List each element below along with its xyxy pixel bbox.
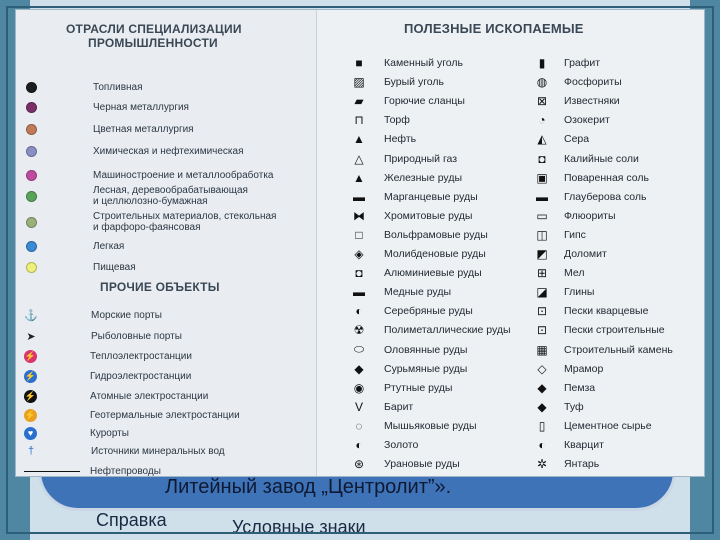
mineral-label: Молибденовые руды <box>384 248 486 260</box>
color-swatch-icon <box>26 102 37 113</box>
other-object-label: Нефтепроводы <box>90 465 161 476</box>
other-object-item <box>24 387 208 405</box>
bolt-icon: ⚡ <box>24 409 37 420</box>
mineral-label: Золото <box>384 439 419 451</box>
other-object-label: Источники минеральных вод <box>91 445 225 457</box>
mineral-symbol-icon: ⬭ <box>353 342 365 356</box>
mineral-label: Горючие сланцы <box>384 95 465 108</box>
other-object-label: Теплоэлектростанции <box>90 350 192 362</box>
mineral-symbol-icon: ▮ <box>538 56 546 70</box>
other-object-item <box>24 327 182 345</box>
mineral-symbol-icon: ◐ <box>355 304 363 319</box>
mineral-label: Известняки <box>564 95 620 108</box>
mineral-symbol-icon: ◈ <box>354 247 364 261</box>
other-object-item <box>24 347 192 365</box>
mineral-label: Мышьяковые руды <box>384 419 477 432</box>
industry-heading-line2: ПРОМЫШЛЕННОСТИ <box>88 36 218 50</box>
industry-item <box>26 258 136 276</box>
mineral-label: Цементное сырье <box>564 419 652 432</box>
mineral-label: Пески кварцевые <box>564 305 649 318</box>
mineral-label: Вольфрамовые руды <box>384 228 488 241</box>
mineral-symbol-icon: ⊛ <box>353 457 365 472</box>
mineral-label: Серебряные руды <box>384 305 473 318</box>
mineral-label: Доломит <box>564 248 607 260</box>
mineral-label: Калийные соли <box>564 152 639 165</box>
mineral-label: Глауберова соль <box>564 190 647 203</box>
mineral-label: Оловянные руды <box>384 343 468 356</box>
mineral-label: Строительный камень <box>564 343 673 356</box>
tab-help[interactable]: Справка <box>96 510 167 530</box>
other-object-item <box>24 306 162 324</box>
industry-item <box>26 120 194 138</box>
mineral-symbol-icon: ◪ <box>536 285 548 300</box>
mineral-label: Алюминиевые руды <box>384 267 482 280</box>
mineral-symbol-icon: △ <box>354 151 364 166</box>
mineral-symbol-icon: ◇ <box>537 361 547 376</box>
mineral-label: Пемза <box>564 381 596 394</box>
spring-icon: † <box>27 445 35 457</box>
mineral-symbol-icon: ▬ <box>353 285 365 300</box>
mineral-label: Сурьмяные руды <box>384 362 468 375</box>
other-object-label: Гидроэлектростанции <box>90 370 192 382</box>
anchor-icon: ⚓ <box>24 309 38 322</box>
mineral-label: Поваренная соль <box>564 171 649 184</box>
mineral-symbol-icon: ☢ <box>353 323 365 338</box>
color-swatch-icon <box>26 124 37 135</box>
industry-label: Машиностроение и металлообработка <box>93 169 274 181</box>
industry-item <box>26 166 273 184</box>
other-object-label: Атомные электростанции <box>90 390 209 402</box>
mineral-symbol-icon: V <box>354 399 363 414</box>
industry-label: Строительных материалов, стекольная и фарфоро-фаянсовая <box>93 211 277 233</box>
other-object-item <box>24 367 191 385</box>
industry-label: Химическая и нефтехимическая <box>93 145 244 157</box>
mineral-label: Хромитовые руды <box>384 209 473 222</box>
map-legend <box>16 10 704 476</box>
mineral-symbol-icon: ⊡ <box>536 304 548 319</box>
background-caption: Литейный завод „Центролит”». <box>165 476 452 498</box>
color-swatch-icon <box>26 146 37 157</box>
mineral-label: Барит <box>384 400 414 413</box>
mineral-label: Ртутные руды <box>384 381 453 394</box>
other-object-label: Геотермальные электростанции <box>90 409 240 421</box>
mineral-symbol-icon: ▰ <box>354 94 364 109</box>
industry-item <box>26 142 244 160</box>
minerals-heading: ПОЛЕЗНЫЕ ИСКОПАЕМЫЕ <box>404 21 584 36</box>
mineral-label: Туф <box>564 400 584 413</box>
mineral-symbol-icon: ⊞ <box>536 266 548 281</box>
mineral-symbol-icon: ◫ <box>536 227 548 242</box>
industry-heading <box>66 22 242 50</box>
mineral-symbol-icon: ◐ <box>538 438 546 452</box>
fish-icon: ➤ <box>26 330 36 343</box>
industry-label: Лесная, деревообрабатывающая и целлюлозно-бумажная <box>93 185 248 207</box>
mineral-label: Торф <box>384 114 410 127</box>
mineral-symbol-icon: ▲ <box>353 132 365 147</box>
mineral-label: Мрамор <box>564 362 604 375</box>
bolt-icon: ⚡ <box>24 390 37 401</box>
mineral-label: Железные руды <box>384 171 463 184</box>
color-swatch-icon <box>26 241 37 252</box>
mineral-label: Кварцит <box>564 439 604 451</box>
mineral-symbol-icon: ◭ <box>537 132 547 147</box>
other-object-item <box>24 462 161 476</box>
mineral-symbol-icon: ◐ <box>355 438 363 452</box>
mineral-symbol-icon: ⊡ <box>536 323 548 338</box>
mineral-label: Каменный уголь <box>384 57 463 69</box>
color-swatch-icon <box>26 262 37 273</box>
mineral-symbol-icon: ◆ <box>537 380 547 395</box>
mineral-label: Урановые руды <box>384 458 460 471</box>
mineral-symbol-icon: ▨ <box>353 75 365 90</box>
mineral-label: Полиметаллические руды <box>384 324 511 337</box>
other-object-label: Морские порты <box>91 309 162 321</box>
mineral-label: Природный газ <box>384 152 458 165</box>
other-object-item <box>24 424 129 442</box>
mineral-symbol-icon: ✲ <box>536 457 548 472</box>
industry-item <box>26 213 276 231</box>
mineral-symbol-icon: ◆ <box>354 361 364 376</box>
mineral-label: Медные руды <box>384 286 451 299</box>
mineral-symbol-icon <box>352 475 366 476</box>
mineral-label: Мел <box>564 267 585 280</box>
mineral-label: Фосфориты <box>564 76 622 89</box>
mineral-label: Гипс <box>564 228 586 241</box>
mineral-label: Сера <box>564 133 590 146</box>
mineral-symbol-icon: ▬ <box>536 189 548 204</box>
industry-heading-line1: ОТРАСЛИ СПЕЦИАЛИЗАЦИИ <box>66 22 242 36</box>
mineral-symbol-icon: ▯ <box>538 418 546 433</box>
other-object-label: Курорты <box>90 427 129 439</box>
industry-item <box>26 237 124 255</box>
color-swatch-icon <box>26 217 37 228</box>
other-object-item <box>24 442 225 460</box>
mineral-label: Графит <box>564 57 601 69</box>
mineral-symbol-icon: □ <box>355 227 363 242</box>
mineral-symbol-icon: ◘ <box>355 266 363 281</box>
other-heading: ПРОЧИЕ ОБЪЕКТЫ <box>100 280 220 294</box>
industry-label: Пищевая <box>93 261 136 273</box>
mineral-label: Флюориты <box>564 209 616 222</box>
mineral-symbol-icon: ▭ <box>536 208 548 223</box>
other-object-item <box>24 406 240 424</box>
mineral-label: Нефть <box>384 133 417 146</box>
mineral-symbol-icon: ◩ <box>536 247 548 261</box>
mineral-symbol-icon: ◆ <box>537 399 547 414</box>
mineral-symbol-icon: ▲ <box>353 170 365 185</box>
color-swatch-icon <box>26 170 37 181</box>
mineral-label: Бурый уголь <box>384 76 445 89</box>
tab-legend[interactable]: Условные знаки <box>232 517 366 537</box>
bolt-icon: ⚡ <box>24 370 37 381</box>
mineral-symbol-icon: ▦ <box>536 342 548 357</box>
color-swatch-icon <box>26 82 37 93</box>
industry-label: Легкая <box>93 240 125 252</box>
mineral-symbol-icon: ◘ <box>538 151 546 166</box>
mineral-symbol-icon: ▬ <box>353 189 365 204</box>
industry-label: Цветная металлургия <box>93 123 194 135</box>
mineral-symbol-icon: ◌ <box>355 418 363 433</box>
mineral-symbol-icon: ■ <box>355 56 363 70</box>
industry-item <box>26 78 143 96</box>
mineral-label: Глины <box>564 286 595 299</box>
industry-item <box>26 98 189 116</box>
industry-item <box>26 187 248 205</box>
other-object-label: Рыболовные порты <box>91 330 182 342</box>
mineral-label: Марганцевые руды <box>384 190 478 203</box>
industry-label: Черная металлургия <box>93 101 189 113</box>
mineral-symbol-icon: ▣ <box>536 170 548 185</box>
bolt-icon: ⚡ <box>24 350 37 361</box>
mineral-symbol-icon: ◉ <box>353 380 365 395</box>
resort-icon: ♥ <box>24 427 37 440</box>
mineral-symbol-icon: ⊠ <box>536 94 548 109</box>
pipeline-icon <box>24 471 80 472</box>
mineral-symbol-icon: ◔ <box>538 113 546 128</box>
mineral-label: Пески строительные <box>564 324 665 337</box>
color-swatch-icon <box>26 191 37 202</box>
industry-label: Топливная <box>93 81 143 93</box>
mineral-symbol-icon: ⊓ <box>354 113 364 128</box>
mineral-label: Озокерит <box>564 114 610 127</box>
mineral-symbol-icon: ⧓ <box>353 208 365 223</box>
mineral-label: Янтарь <box>564 458 600 471</box>
mineral-symbol-icon: ◍ <box>536 75 548 90</box>
